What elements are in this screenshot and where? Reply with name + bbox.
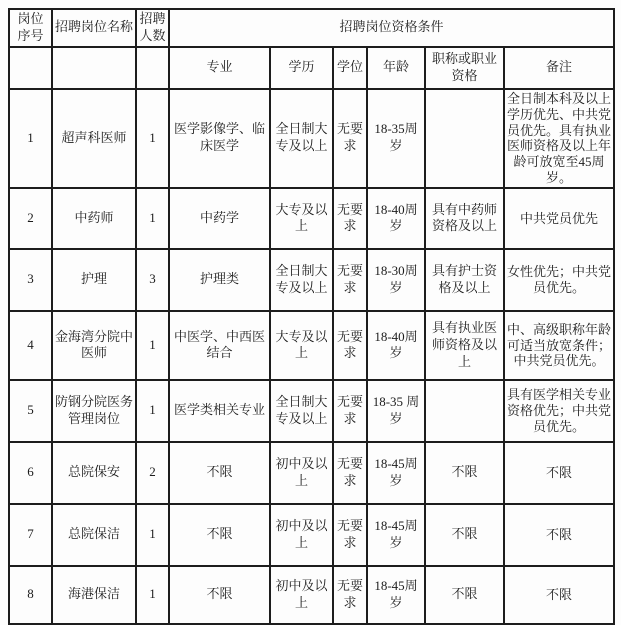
cell-seq: 6 xyxy=(9,442,52,504)
table-header xyxy=(9,9,614,89)
header-col-major: 专业 xyxy=(169,47,270,89)
cell-name: 超声科医师 xyxy=(52,89,136,188)
cell-name: 中药师 xyxy=(52,188,136,249)
cell-major: 护理类 xyxy=(169,249,270,311)
cell-name: 防钢分院医务管理岗位 xyxy=(52,380,136,442)
table-row xyxy=(9,89,614,188)
cell-age: 18-45周岁 xyxy=(367,442,425,504)
cell-education: 初中及以上 xyxy=(270,504,333,566)
cell-qualification: 具有执业医师资格及以上 xyxy=(425,311,504,380)
cell-remark: 中、高级职称年龄可适当放宽条件；中共党员优先。 xyxy=(504,311,614,380)
cell-major: 不限 xyxy=(169,442,270,504)
cell-age: 18-40周岁 xyxy=(367,311,425,380)
header-col-degree: 学位 xyxy=(333,47,367,89)
cell-qualification xyxy=(425,89,504,188)
table-row xyxy=(9,249,614,311)
cell-degree: 无要求 xyxy=(333,504,367,566)
table-row xyxy=(9,311,614,380)
cell-qualification: 具有中药师资格及以上 xyxy=(425,188,504,249)
header-col-remark: 备注 xyxy=(504,47,614,89)
cell-seq: 2 xyxy=(9,188,52,249)
cell-degree: 无要求 xyxy=(333,442,367,504)
cell-degree: 无要求 xyxy=(333,188,367,249)
table-row xyxy=(9,504,614,566)
cell-qualification: 不限 xyxy=(425,566,504,624)
cell-age: 18-40周岁 xyxy=(367,188,425,249)
cell-seq: 8 xyxy=(9,566,52,624)
cell-major: 不限 xyxy=(169,566,270,624)
cell-seq: 5 xyxy=(9,380,52,442)
cell-name: 总院保洁 xyxy=(52,504,136,566)
cell-remark: 具有医学相关专业资格优先；中共党员优先。 xyxy=(504,380,614,442)
cell-education: 初中及以上 xyxy=(270,566,333,624)
cell-major: 中医学、中西医结合 xyxy=(169,311,270,380)
cell-education: 初中及以上 xyxy=(270,442,333,504)
header-col-count: 招聘人数 xyxy=(136,9,169,47)
cell-count: 1 xyxy=(136,504,169,566)
table-row xyxy=(9,188,614,249)
cell-count: 1 xyxy=(136,188,169,249)
cell-count: 1 xyxy=(136,311,169,380)
cell-education: 大专及以上 xyxy=(270,311,333,380)
cell-education: 全日制大专及以上 xyxy=(270,89,333,188)
cell-seq: 7 xyxy=(9,504,52,566)
header-row-top xyxy=(9,9,614,47)
cell-remark: 中共党员优先 xyxy=(504,188,614,249)
cell-major: 中药学 xyxy=(169,188,270,249)
cell-major: 医学类相关专业 xyxy=(169,380,270,442)
cell-qualification: 不限 xyxy=(425,442,504,504)
header-empty-count xyxy=(136,47,169,89)
cell-seq: 3 xyxy=(9,249,52,311)
cell-age: 18-35 周岁 xyxy=(367,380,425,442)
header-col-education: 学历 xyxy=(270,47,333,89)
table-row xyxy=(9,380,614,442)
cell-name: 总院保安 xyxy=(52,442,136,504)
header-col-seq: 岗位序号 xyxy=(9,9,52,47)
header-col-qualification: 职称或职业资格 xyxy=(425,47,504,89)
cell-remark: 不限 xyxy=(504,442,614,504)
cell-age: 18-35周岁 xyxy=(367,89,425,188)
table-body xyxy=(9,89,614,624)
cell-degree: 无要求 xyxy=(333,249,367,311)
header-empty-seq xyxy=(9,47,52,89)
cell-remark: 不限 xyxy=(504,504,614,566)
cell-remark: 全日制本科及以上学历优先、中共党员优先。具有执业医师资格及以上年龄可放宽至45周岁。 xyxy=(504,89,614,188)
header-col-age: 年龄 xyxy=(367,47,425,89)
cell-remark: 女性优先；中共党员优先。 xyxy=(504,249,614,311)
cell-count: 3 xyxy=(136,249,169,311)
cell-count: 1 xyxy=(136,89,169,188)
cell-name: 金海湾分院中医师 xyxy=(52,311,136,380)
cell-remark: 不限 xyxy=(504,566,614,624)
header-row-sub xyxy=(9,47,614,89)
cell-degree: 无要求 xyxy=(333,380,367,442)
table-row xyxy=(9,566,614,624)
cell-name: 护理 xyxy=(52,249,136,311)
cell-count: 2 xyxy=(136,442,169,504)
cell-seq: 4 xyxy=(9,311,52,380)
cell-major: 医学影像学、临床医学 xyxy=(169,89,270,188)
header-empty-name xyxy=(52,47,136,89)
cell-name: 海港保洁 xyxy=(52,566,136,624)
cell-education: 全日制大专及以上 xyxy=(270,380,333,442)
header-group-qualifications: 招聘岗位资格条件 xyxy=(169,9,614,47)
cell-seq: 1 xyxy=(9,89,52,188)
cell-qualification: 具有护士资格及以上 xyxy=(425,249,504,311)
cell-major: 不限 xyxy=(169,504,270,566)
cell-qualification xyxy=(425,380,504,442)
cell-age: 18-30周岁 xyxy=(367,249,425,311)
cell-degree: 无要求 xyxy=(333,311,367,380)
cell-qualification: 不限 xyxy=(425,504,504,566)
header-col-name: 招聘岗位名称 xyxy=(52,9,136,47)
cell-degree: 无要求 xyxy=(333,89,367,188)
cell-education: 全日制大专及以上 xyxy=(270,249,333,311)
cell-age: 18-45周岁 xyxy=(367,504,425,566)
cell-count: 1 xyxy=(136,566,169,624)
cell-degree: 无要求 xyxy=(333,566,367,624)
cell-count: 1 xyxy=(136,380,169,442)
cell-age: 18-45周岁 xyxy=(367,566,425,624)
recruitment-table xyxy=(8,8,615,625)
cell-education: 大专及以上 xyxy=(270,188,333,249)
table-row xyxy=(9,442,614,504)
